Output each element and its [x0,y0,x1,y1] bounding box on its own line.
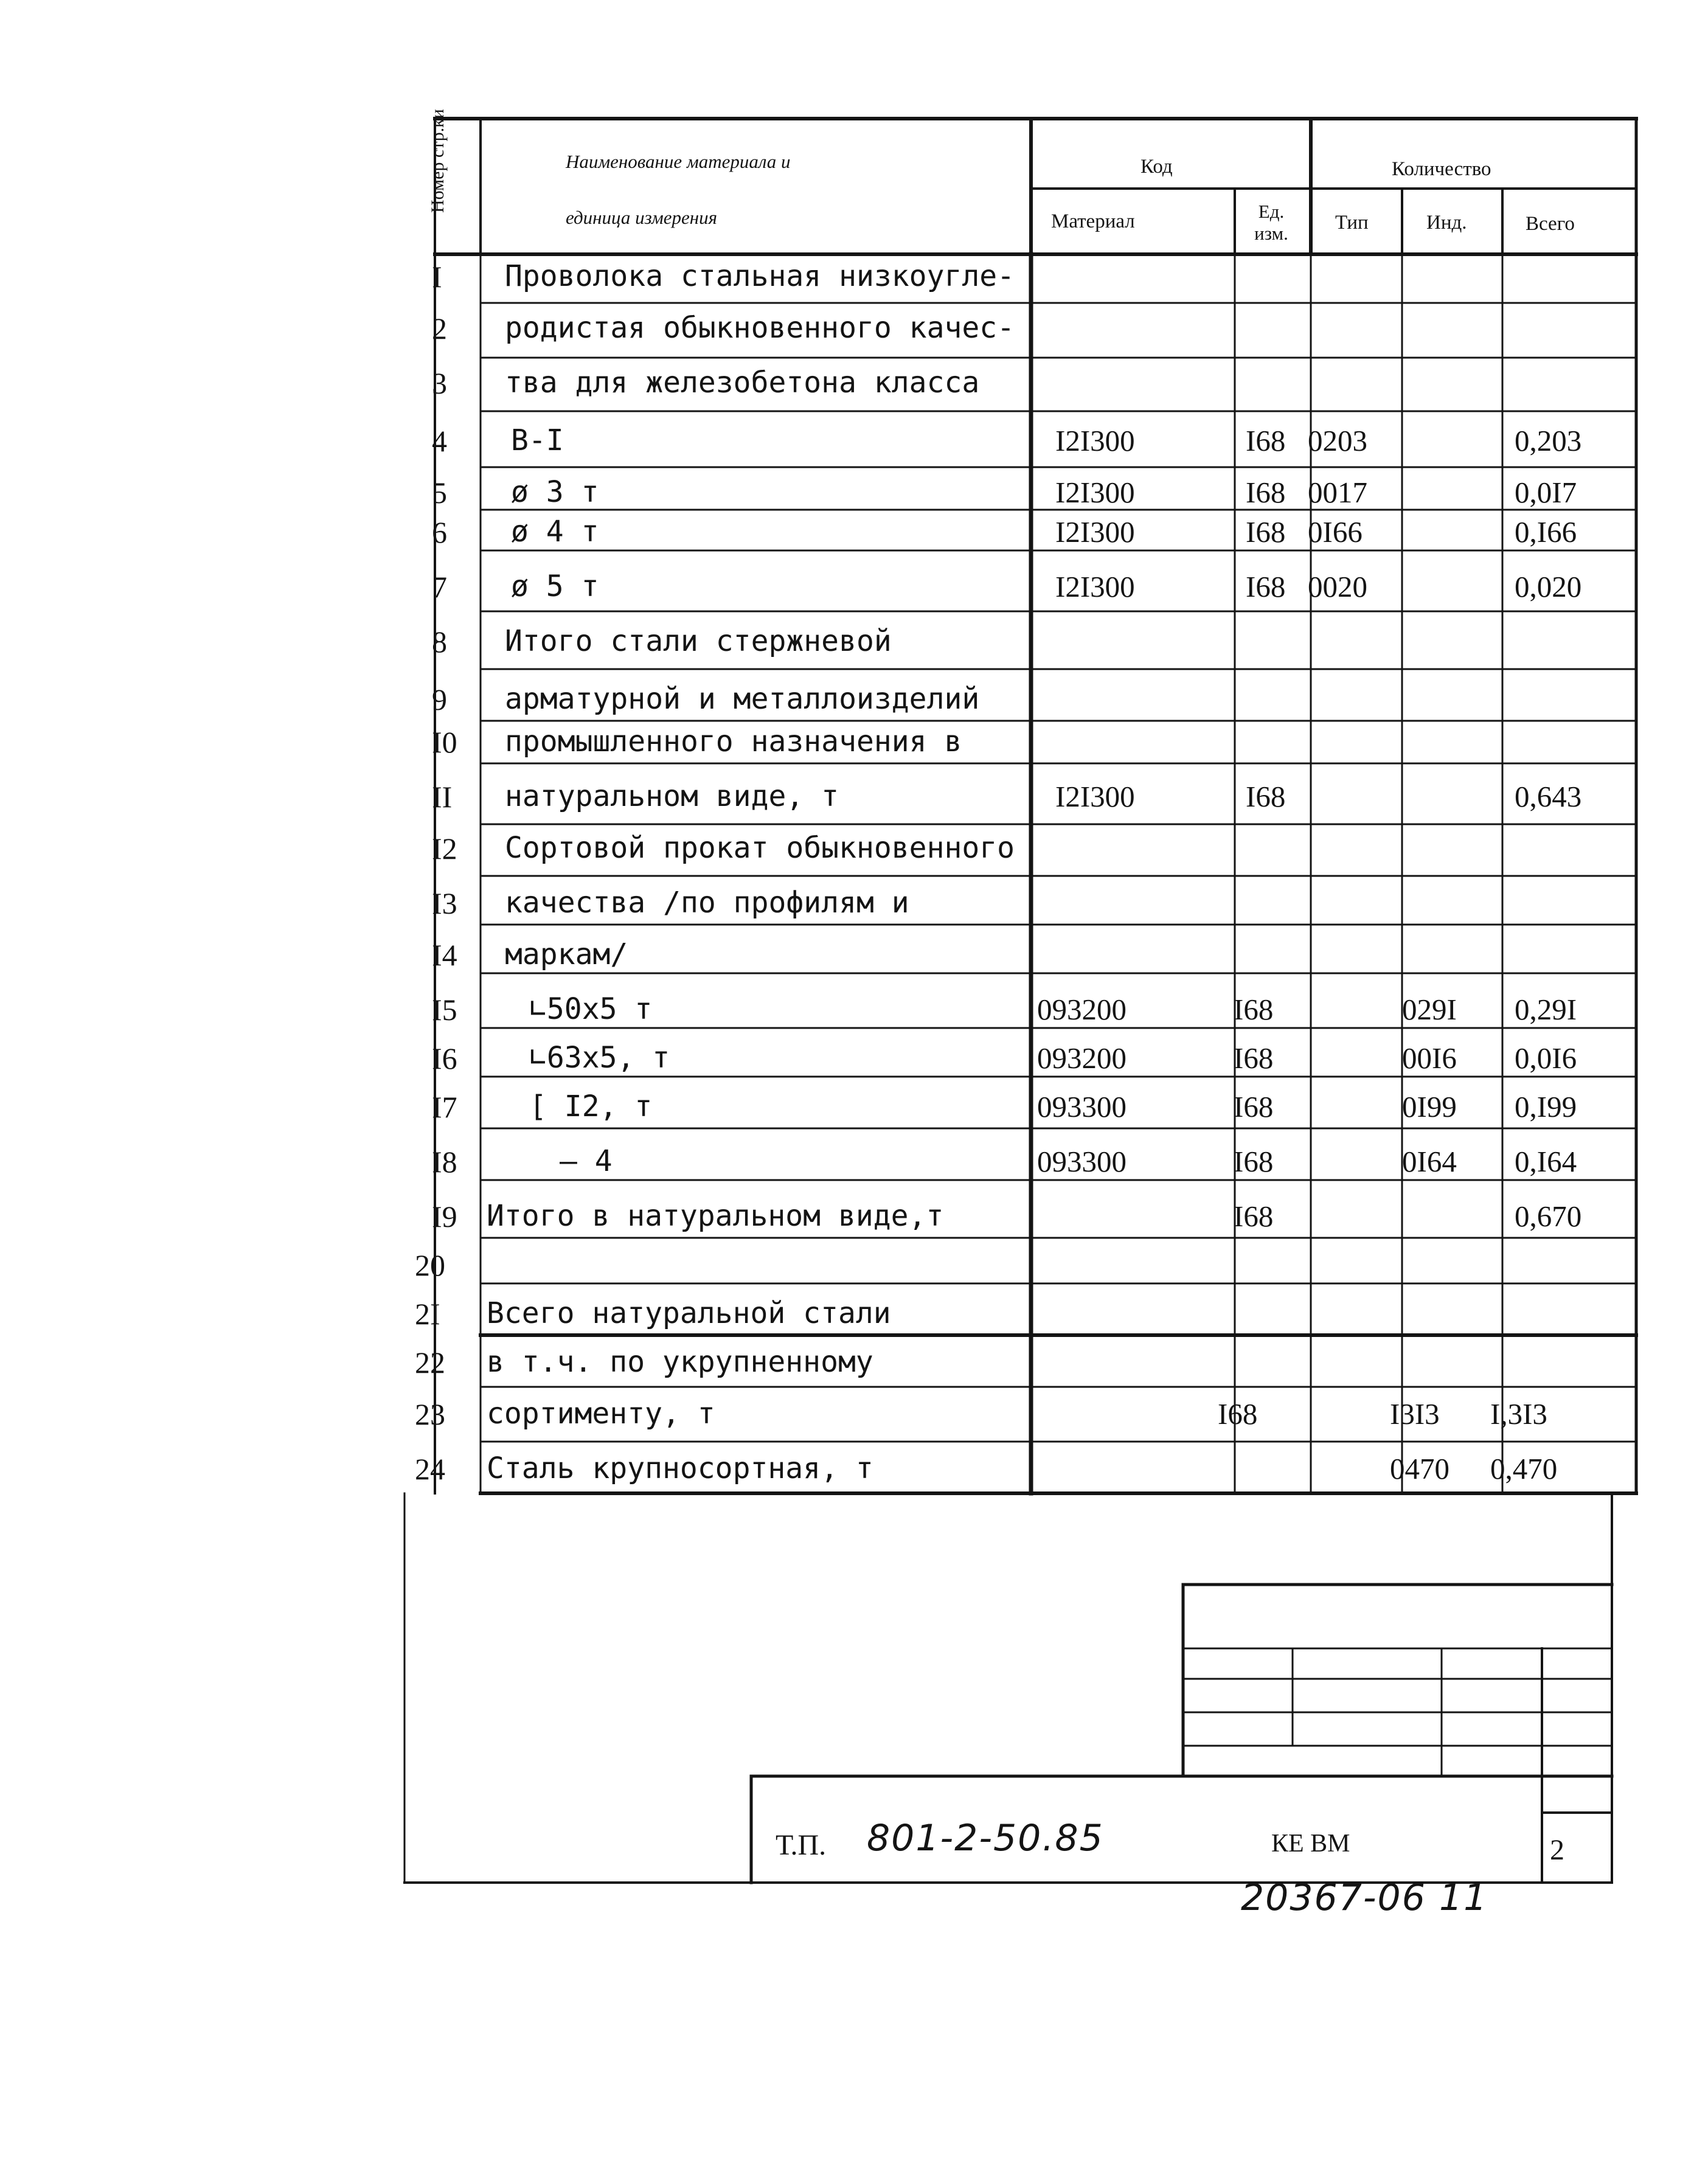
total-qty-cell: 0,203 [1515,424,1582,457]
material-name-cell: Сталь крупносортная, т [487,1451,873,1485]
unit-code-cell: I68 [1234,1041,1274,1075]
header-name-line1: Наименование материала и [566,151,791,172]
row-number-cell: 3 [432,366,447,400]
row-number-cell: 2 [432,311,447,345]
total-qty-cell: I,3I3 [1490,1397,1547,1431]
material-code-cell: I2I300 [1055,476,1135,509]
unit-code-cell: I68 [1246,476,1286,509]
unit-code-cell: I68 [1234,993,1274,1026]
stamp-document-code: КЕ ВМ [1271,1830,1350,1858]
stamp-sheet-number: 2 [1550,1834,1564,1866]
header-tip: Тип [1335,212,1369,234]
row-number-cell: 4 [432,424,447,458]
unit-code-cell: I68 [1246,570,1286,603]
row-number-cell: 9 [432,682,447,717]
header-kolichestvo: Количество [1392,158,1491,180]
total-qty-cell: 0,29I [1515,993,1577,1026]
type-qty-cell: 0017 [1308,476,1367,509]
material-name-cell: тва для железобетона класса [505,366,980,400]
row-number-cell: 8 [432,625,447,659]
row-number-cell: I7 [432,1090,457,1124]
header-kod: Код [1140,156,1173,178]
material-name-cell: арматурной и металлоизделий [505,682,980,716]
total-qty-cell: 0,I64 [1515,1145,1577,1178]
material-code-cell: 093300 [1037,1090,1127,1123]
unit-code-cell: I68 [1246,780,1286,813]
material-name-cell: ø 4 т [511,515,599,549]
material-name-cell: ∟63х5, т [529,1041,670,1075]
unit-code-cell: I68 [1218,1397,1258,1431]
type-qty-cell: 0203 [1308,424,1367,457]
material-code-cell: I2I300 [1055,515,1135,549]
stamp-project-number: 801-2-50.85 [867,1817,1104,1859]
row-number-cell: I8 [432,1145,457,1179]
row-number-cell: I [432,260,442,294]
unit-code-cell: I68 [1234,1200,1274,1233]
row-number-cell: 23 [415,1397,445,1431]
row-number-cell: 6 [432,515,447,549]
row-number-cell: I4 [432,938,457,972]
material-name-cell: натуральном виде, т [505,779,839,813]
header-vsego: Всего [1526,213,1575,235]
row-number-cell: 24 [415,1452,445,1486]
total-qty-cell: 0,I66 [1515,515,1577,549]
header-name-line2: единица измерения [566,207,718,228]
header-ed-izm: Ед. изм. [1254,201,1288,244]
row-number-cell: 5 [432,476,447,510]
ind-qty-cell: 0470 [1390,1452,1449,1485]
row-number-cell: I3 [432,886,457,920]
material-name-cell: ø 5 т [511,569,599,603]
total-qty-cell: 0,020 [1515,570,1582,603]
material-name-cell: Всего натуральной стали [487,1296,891,1330]
material-code-cell: 093300 [1037,1145,1127,1178]
type-qty-cell: 0I66 [1308,515,1363,549]
row-number-cell: I2 [432,832,457,866]
footer-inventory-number: 20367-06 11 [1241,1877,1488,1919]
unit-code-cell: I68 [1234,1145,1274,1178]
total-qty-cell: 0,670 [1515,1200,1582,1233]
material-name-cell: родистая обыкновенного качес- [505,311,1015,345]
material-code-cell: I2I300 [1055,570,1135,603]
material-name-cell: Итого в натуральном виде,т [487,1199,944,1233]
material-code-cell: I2I300 [1055,780,1135,813]
material-name-cell: сортименту, т [487,1397,715,1431]
total-qty-cell: 0,0I6 [1515,1041,1577,1075]
ind-qty-cell: 00I6 [1402,1041,1457,1075]
material-code-cell: I2I300 [1055,424,1135,457]
material-name-cell: Сортовой прокат обыкновенного [505,831,1015,865]
header-row-number: Номер стр.ки [428,109,448,213]
material-name-cell: ∟50х5 т [529,992,653,1026]
material-code-cell: 093200 [1037,1041,1127,1075]
row-number-cell: II [432,780,453,814]
ind-qty-cell: I3I3 [1390,1397,1440,1431]
material-name-cell: промышленного назначения в [505,724,962,759]
material-name-cell: В-I [511,423,564,457]
material-name-cell: качества /по профилям и [505,886,909,920]
header-material: Материал [1051,210,1135,232]
material-name-cell: – 4 [560,1144,613,1178]
unit-code-cell: I68 [1246,515,1286,549]
type-qty-cell: 0020 [1308,570,1367,603]
row-number-cell: 7 [432,570,447,604]
row-number-cell: I5 [432,993,457,1027]
unit-code-cell: I68 [1234,1090,1274,1123]
material-name-cell: Проволока стальная низкоугле- [505,259,1015,293]
material-name-cell: в т.ч. по укрупненному [487,1345,873,1379]
material-name-cell: маркам/ [505,937,628,971]
ind-qty-cell: 029I [1402,993,1457,1026]
ind-qty-cell: 0I99 [1402,1090,1457,1123]
row-number-cell: I0 [432,725,457,759]
row-number-cell: I9 [432,1200,457,1234]
total-qty-cell: 0,0I7 [1515,476,1577,509]
header-ind: Инд. [1426,212,1467,234]
stamp-prefix: Т.П. [776,1829,827,1861]
material-name-cell: [ I2, т [529,1089,653,1123]
total-qty-cell: 0,I99 [1515,1090,1577,1123]
material-name-cell: ø 3 т [511,475,599,509]
row-number-cell: 20 [415,1248,445,1282]
total-qty-cell: 0,643 [1515,780,1582,813]
row-number-cell: 22 [415,1345,445,1380]
material-code-cell: 093200 [1037,993,1127,1026]
ind-qty-cell: 0I64 [1402,1145,1457,1178]
row-number-cell: I6 [432,1041,457,1075]
unit-code-cell: I68 [1246,424,1286,457]
material-name-cell: Итого стали стержневой [505,624,892,658]
total-qty-cell: 0,470 [1490,1452,1558,1485]
row-number-cell: 2I [415,1297,440,1331]
